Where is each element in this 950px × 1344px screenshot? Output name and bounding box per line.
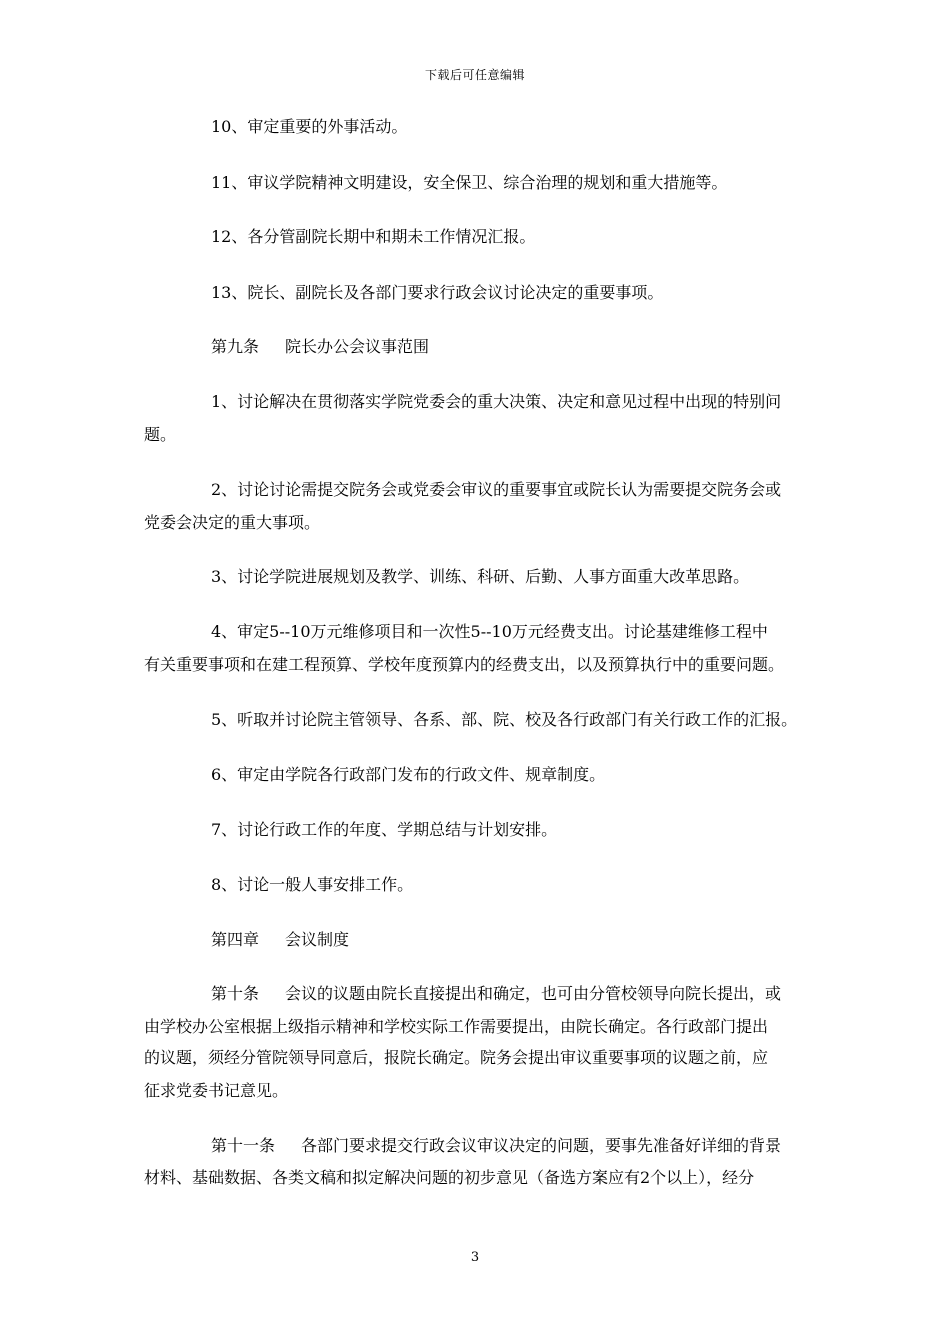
article-10-line-1: [211, 984, 781, 1004]
article-10-line-2: 由学校办公室根据上级指示精神和学校实际工作需要提出，由院长确定。各行政部门提出: [144, 1017, 769, 1036]
article-11-line-2: 材料、基础数据、各类文稿和拟定解决问题的初步意见（备选方案应有2个以上），经分: [144, 1168, 755, 1187]
article-11-label: 第十一条: [211, 1136, 276, 1155]
paragraph-item-13: 13、院长、副院长及各部门要求行政会议讨论决定的重要事项。: [211, 283, 664, 302]
article-10-line-3: 的议题，须经分管院领导同意后，报院长确定。院务会提出审议重要事项的议题之前，应: [144, 1048, 769, 1067]
list-item-4-line-1: 4、审定5--10万元维修项目和一次性5--10万元经费支出。讨论基建维修工程中: [211, 622, 768, 641]
chapter-4-label: 第四章: [211, 930, 260, 949]
list-item-6: 6、审定由学院各行政部门发布的行政文件、规章制度。: [211, 765, 606, 784]
article-10-line-4: 征求党委书记意见。: [144, 1081, 289, 1100]
article-9-label: 第九条: [211, 337, 260, 356]
list-item-4-line-2: 有关重要事项和在建工程预算、学校年度预算内的经费支出，以及预算执行中的重要问题。: [144, 655, 785, 674]
article-11-line-1: [211, 1136, 781, 1156]
chapter-4-title: 会议制度: [285, 930, 350, 949]
paragraph-item-12: 12、各分管副院长期中和期未工作情况汇报。: [211, 227, 536, 246]
page-number: 3: [470, 1250, 480, 1265]
list-item-7: 7、讨论行政工作的年度、学期总结与计划安排。: [211, 820, 558, 839]
list-item-1-line-1: 1、讨论解决在贯彻落实学院党委会的重大决策、决定和意见过程中出现的特别问: [211, 392, 782, 411]
list-item-5: 5、听取并讨论院主管领导、各系、部、院、校及各行政部门有关行政工作的汇报。: [211, 710, 798, 729]
list-item-1-line-2: 题。: [144, 425, 177, 444]
paragraph-item-10: 10、审定重要的外事活动。: [211, 117, 408, 136]
list-item-3: 3、讨论学院进展规划及教学、训练、科研、后勤、人事方面重大改革思路。: [211, 567, 750, 586]
chapter-4-heading: [211, 930, 349, 950]
page-header: 下载后可任意编辑: [424, 68, 525, 82]
list-item-2-line-2: 党委会决定的重大事项。: [144, 513, 321, 532]
article-10-text: 会议的议题由院长直接提出和确定，也可由分管校领导向院长提出，或: [285, 984, 782, 1003]
list-item-2-line-1: 2、讨论讨论需提交院务会或党委会审议的重要事宜或院长认为需要提交院务会或: [211, 480, 782, 499]
article-10-label: 第十条: [211, 984, 260, 1003]
list-item-8: 8、讨论一般人事安排工作。: [211, 875, 414, 894]
article-11-text: 各部门要求提交行政会议审议决定的问题，要事先准备好详细的背景: [301, 1136, 782, 1155]
paragraph-item-11: 11、审议学院精神文明建设，安全保卫、综合治理的规划和重大措施等。: [211, 173, 728, 192]
article-9-heading: [211, 337, 429, 357]
article-9-title: 院长办公会议事范围: [285, 337, 430, 356]
